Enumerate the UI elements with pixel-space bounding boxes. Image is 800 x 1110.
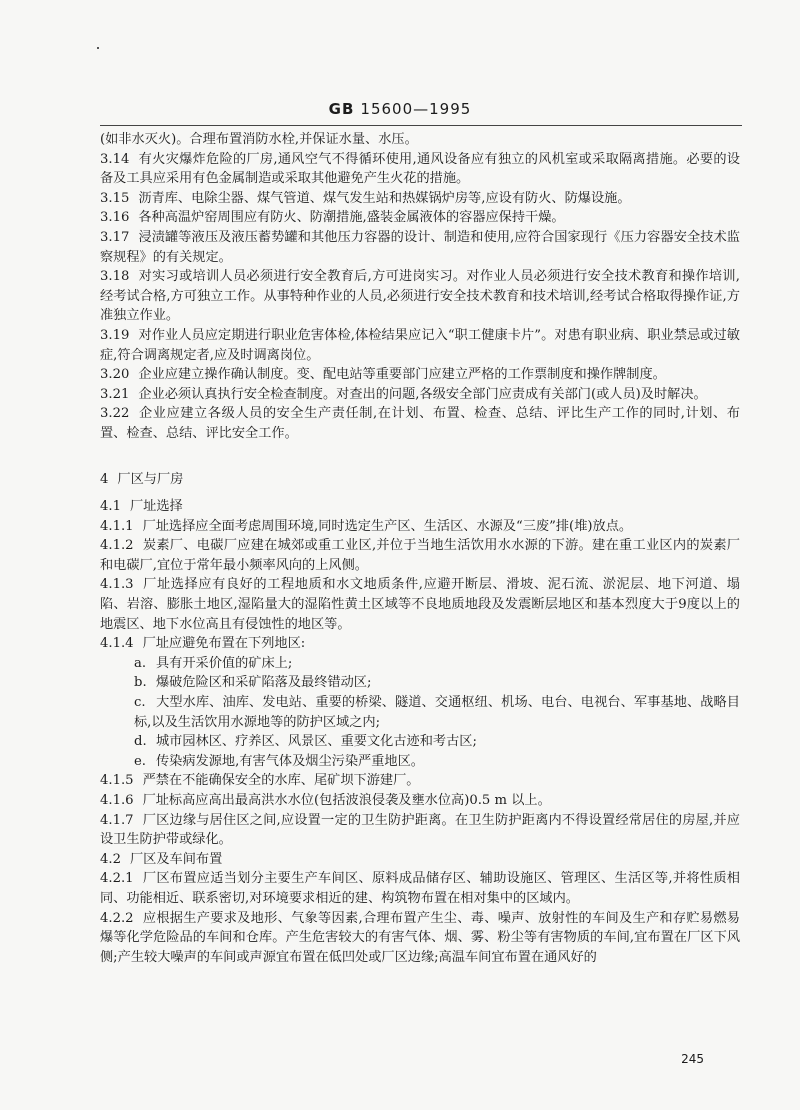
clause-4-2-1: 4.2.1 厂区布置应适当划分主要生产车间区、原料成品储存区、辅助设施区、管理区、生活区等,并将性质相同、功能相近、联系密切,对环境要求相近的建、构筑物布置在相对集中的区域内。 — [100, 871, 740, 906]
clause-3-19: 3.19 对作业人员应定期进行职业危害体检,体检结果应记入“职工健康卡片”。对患有职业病、职业禁忌或过敏症,符合调离规定者,应及时调离岗位。 — [100, 327, 740, 363]
clause-4-1-6: 4.1.6 厂址标高应高出最高洪水水位(包括波浪侵袭及壅水位高)0.5 m 以上。 — [100, 793, 551, 808]
list-item: c. 大型水库、油库、发电站、重要的桥梁、隧道、交通枢纽、机场、电台、电视台、军事基地、战略目标,以及生活饮用水源地等的防护区域之内; — [134, 695, 740, 730]
standard-prefix: GB — [328, 100, 355, 118]
list-item: d. 城市园林区、疗养区、风景区、重要文化古迹和考古区; — [134, 734, 477, 750]
clause-3-22: 3.22 企业应建立各级人员的安全生产责任制,在计划、布置、检查、总结、评比生产工作的同时,计划、布置、检查、总结、评比安全工作。 — [100, 406, 740, 441]
clause-4-1-3: 4.1.3 厂址选择应有良好的工程地质和水文地质条件,应避开断层、滑坡、泥石流、淤泥层、地下河道、塌陷、岩溶、膨胀土地区,湿陷量大的湿陷性黄土区域等不良地质地段及发震断层地区和基本烈度大于9度以上的地震区、地下水位高且有侵蚀性的地区等。 — [100, 577, 740, 632]
clause-4-1-5: 4.1.5 严禁在不能确保安全的水库、尾矿坝下游建厂。 — [100, 773, 420, 789]
clause-4-1-7: 4.1.7 厂区边缘与居住区之间,应设置一定的卫生防护距离。在卫生防护距离内不得设置经常居住的房屋,并应设卫生防护带或绿化。 — [100, 812, 740, 848]
section-4-1-heading: 4.1 厂址选择 — [100, 499, 183, 515]
list-item: a. 具有开采价值的矿床上; — [134, 655, 293, 671]
scan-speck — [97, 47, 99, 49]
clause-3-18: 3.18 对实习或培训人员必须进行安全教育后,方可进岗实习。对作业人员必须进行安全技术教育和操作培训,经考试合格,方可独立工作。从事特种作业的人员,必须进行安全技术教育和技术培训,经考试合格取得操作证,方准独立作业。 — [100, 269, 740, 324]
clause-4-2-2: 4.2.2 应根据生产要求及地形、气象等因素,合理布置产生尘、毒、噪声、放射性的车间及生产和存贮易燃易爆等化学危险品的车间和仓库。产生危害较大的有害气体、烟、雾、粉尘等有害物质的车间,宜布置在厂区下风侧;产生较大噪声的车间或声源宜布置在低凹处或厂区边缘;高温车间宜布置在通风好的 — [100, 910, 740, 965]
clause-3-14: 3.14 有火灾爆炸危险的厂房,通风空气不得循环使用,通风设备应有独立的风机室或采取隔离措施。必要的设备及工具应采用有色金属制造或采取其他避免产生火花的措施。 — [100, 151, 740, 187]
clause-3-16: 3.16 各种高温炉窑周围应有防火、防潮措施,盛装金属液体的容器应保持干燥。 — [100, 210, 565, 226]
clause-3-17: 3.17 浸渍罐等液压及液压蓄势罐和其他压力容器的设计、制造和使用,应符合国家现行《压力容器安全技术监察规程》的有关规定。 — [100, 229, 740, 265]
section-4-heading: 4 厂区与厂房 — [100, 471, 184, 487]
page-header — [0, 100, 800, 118]
body-text — [100, 130, 740, 967]
standard-code: 15600—1995 — [360, 100, 472, 118]
clause-4-1-4: 4.1.4 厂址应避免布置在下列地区: — [100, 636, 306, 652]
clause-3-21: 3.21 企业必须认真执行安全检查制度。对查出的问题,各级安全部门应责成有关部门(或人员)及时解决。 — [100, 386, 707, 402]
clause-4-1-2: 4.1.2 炭素厂、电碳厂应建在城郊或重工业区,并位于当地生活饮用水水源的下游。建在重工业区内的炭素厂和电碳厂,宜位于常年最小频率风向的上风侧。 — [100, 538, 740, 573]
header-rule — [100, 125, 742, 126]
section-4-2-heading: 4.2 厂区及车间布置 — [100, 851, 223, 867]
clause-3-15: 3.15 沥青库、电除尘器、煤气管道、煤气发生站和热媒锅炉房等,应设有防火、防爆设施。 — [100, 190, 631, 206]
intro-paragraph: (如非水灭火)。合理布置消防水栓,并保证水量、水压。 — [100, 132, 418, 147]
list-item: b. 爆破危险区和采矿陷落及最终错动区; — [134, 675, 372, 691]
list-item: e. 传染病发源地,有害气体及烟尘污染严重地区。 — [134, 753, 424, 769]
clause-4-1-1: 4.1.1 厂址选择应全面考虑周围环境,同时选定生产区、生活区、水源及“三废”排(堆)放点。 — [100, 518, 633, 534]
page-number: 245 — [681, 1052, 704, 1066]
clause-3-20: 3.20 企业应建立操作确认制度。变、配电站等重要部门应建立严格的工作票制度和操作牌制度。 — [100, 367, 666, 383]
